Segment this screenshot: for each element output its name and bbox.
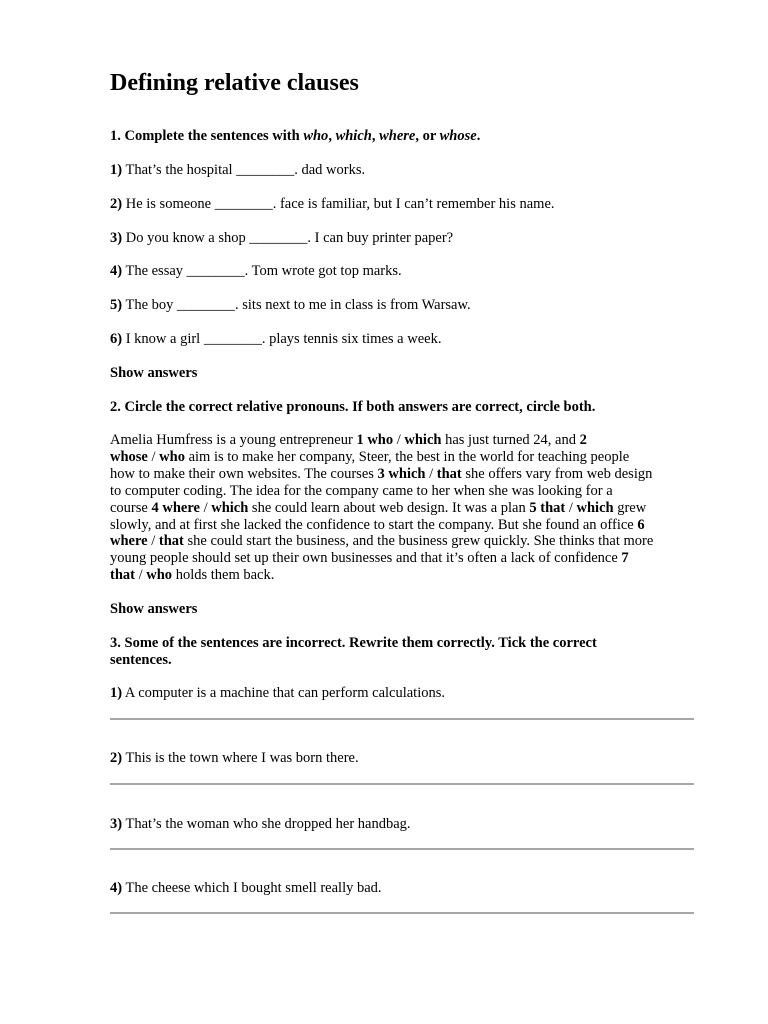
item-number: 4) [110, 880, 123, 896]
choice-3b[interactable]: that [436, 465, 462, 482]
answer-line-2[interactable] [110, 783, 694, 785]
answer-line-1[interactable] [110, 718, 694, 720]
section3-heading-line-2: sentences. [110, 652, 172, 668]
keyword-which: which [335, 128, 372, 144]
section1-item-3 [110, 230, 453, 247]
item-number: 5) [110, 297, 123, 313]
choice-7a[interactable]: that [110, 567, 135, 584]
section3-item-1 [110, 685, 445, 702]
section1-item-2 [110, 196, 555, 213]
item-text: He is someone ________. face is familiar, but I can’t remember his name. [122, 196, 555, 212]
section1-heading: 1. Complete the sentences with who, which, where, or whose. [110, 128, 481, 144]
item-number: 3) [110, 816, 123, 832]
section2-heading: 2. Circle the correct relative pronouns. If both answers are correct, circle both. [110, 399, 596, 415]
item-number: 6) [110, 331, 123, 347]
item-number: 4) [110, 263, 123, 279]
choice-2a[interactable]: whose [110, 448, 148, 465]
choice-4a[interactable]: 4 where [151, 499, 200, 516]
choice-1b[interactable]: which [404, 432, 442, 448]
keyword-where: where [379, 128, 416, 144]
answer-line-4[interactable] [110, 912, 694, 914]
item-number: 1) [110, 162, 123, 178]
section2-paragraph: Amelia Humfress is a young entrepreneur 1 who / which has just turned 24, and 2 whose / who aim is to make her company, Steer, the best in the world for teaching people how to make their own websites. The courses 3 which / that she offers vary from web design to computer coding. The idea for the company came to her when she was looking for a course 4 where / which she could learn about web design. It was a plan 5 that / which grew slowly, and at first she lacked the confidence to start the company. But she found an office 6 where / that she could start the business, and the business grew quickly. She thinks that more young people should set up their own businesses and that it’s often a lack of confidence 7 that / who holds them back. [110, 432, 654, 584]
item-number: 3) [110, 230, 123, 246]
choice-6a[interactable]: where [110, 533, 148, 550]
item-number: 2) [110, 750, 123, 766]
item-text: A computer is a machine that can perform calculations. [122, 685, 446, 701]
keyword-who: who [303, 128, 329, 144]
choice-5a[interactable]: 5 that [529, 499, 566, 516]
item-text: This is the town where I was born there. [122, 750, 359, 766]
item-text: That’s the hospital ________. dad works. [122, 162, 366, 178]
section1-item-4 [110, 263, 402, 280]
item-text: I know a girl ________. plays tennis six times a week. [122, 331, 442, 347]
choice-7b[interactable]: who [146, 567, 173, 584]
choice-2b[interactable]: who [159, 448, 185, 465]
section3-item-3 [110, 816, 411, 833]
choice-6b[interactable]: that [158, 533, 184, 550]
answer-line-3[interactable] [110, 848, 694, 850]
section2-show-answers-link[interactable]: Show answers [110, 601, 198, 617]
section1-item-1 [110, 162, 365, 179]
choice-1a[interactable]: 1 who [356, 432, 394, 448]
item-number: 1) [110, 685, 123, 701]
section3-item-2 [110, 750, 359, 767]
item-text: The essay ________. Tom wrote got top marks. [122, 263, 402, 279]
item-text: The boy ________. sits next to me in class is from Warsaw. [122, 297, 471, 313]
choice-5b[interactable]: which [576, 499, 614, 516]
section3-heading-line-1: 3. Some of the sentences are incorrect. Rewrite them correctly. Tick the correct [110, 635, 597, 651]
section1-item-6 [110, 331, 441, 348]
item-text: The cheese which I bought smell really bad. [122, 880, 382, 896]
choice-2-number: 2 [579, 432, 587, 448]
choice-3a[interactable]: 3 which [377, 465, 426, 482]
item-number: 2) [110, 196, 123, 212]
choice-4b[interactable]: which [211, 499, 249, 516]
item-text: Do you know a shop ________. I can buy printer paper? [122, 230, 454, 246]
section1-item-5 [110, 297, 471, 314]
choice-6-number: 6 [637, 516, 645, 533]
page-title: Defining relative clauses [110, 70, 359, 96]
section3-item-4 [110, 880, 382, 897]
keyword-whose: whose [439, 128, 477, 144]
section1-show-answers-link[interactable]: Show answers [110, 365, 198, 381]
choice-7-number: 7 [621, 550, 629, 567]
item-text: That’s the woman who she dropped her handbag. [122, 816, 411, 832]
